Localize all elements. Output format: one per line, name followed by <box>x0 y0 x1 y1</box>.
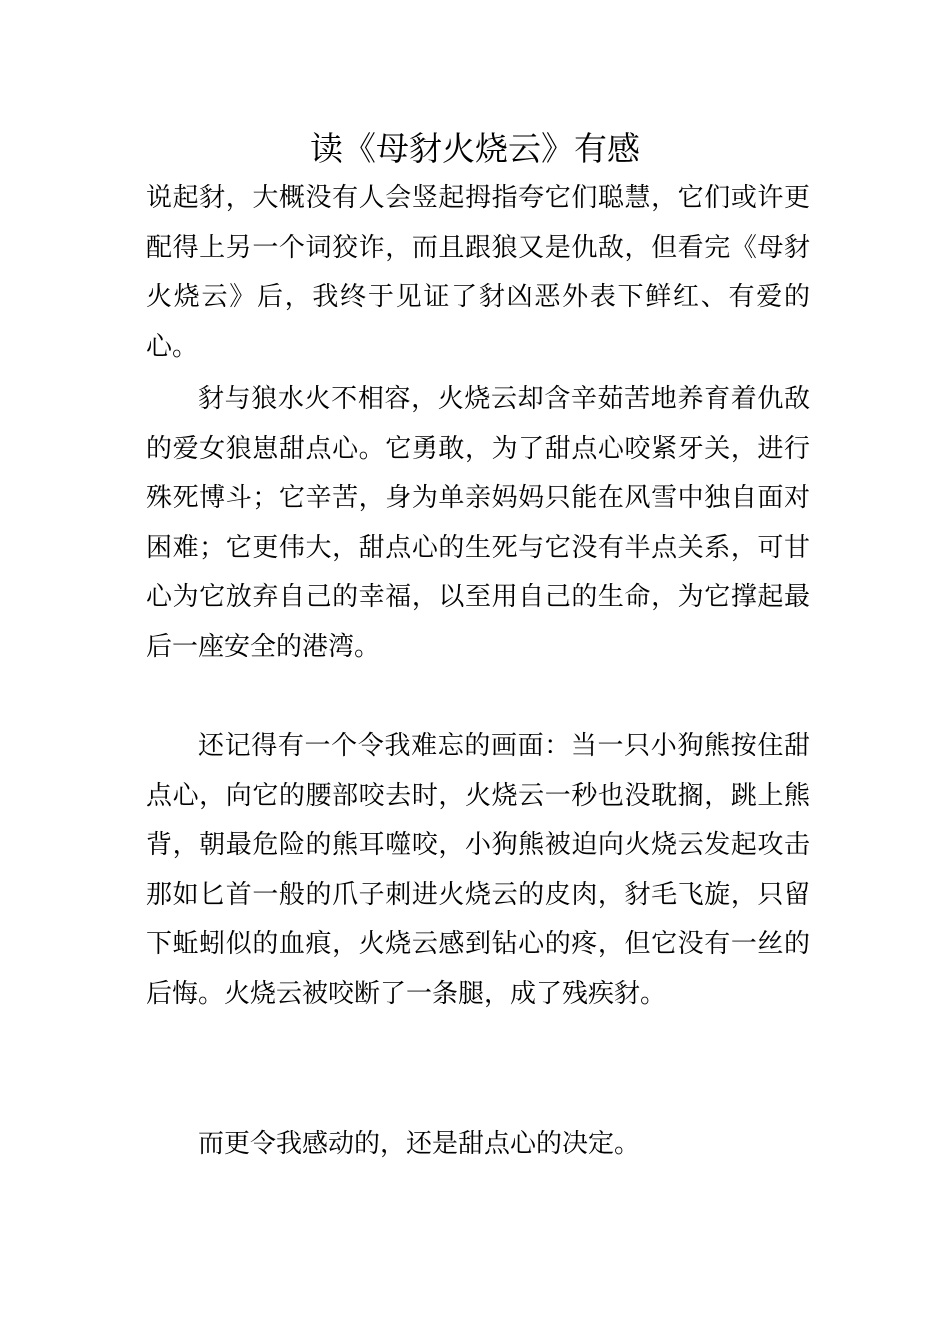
paragraph-intro: 说起豺，大概没有人会竖起拇指夸它们聪慧，它们或许更配得上另一个词狡诈，而且跟狼又是仇敌，但看完《母豺火烧云》后，我终于见证了豺凶恶外表下鲜红、有爱的心。 <box>146 183 810 362</box>
paragraph-body-3: 而更令我感动的，还是甜点心的决定。 <box>198 1129 641 1159</box>
paragraph-body-1: 豺与狼水火不相容，火烧云却含辛茹苦地养育着仇敌的爱女狼崽甜点心。它勇敢，为了甜点心咬紧牙关，进行殊死博斗；它辛苦，身为单亲妈妈只能在风雪中独自面对困难；它更伟大，甜点心的生死与它没有半点关系，可甘心为它放弃自己的幸福，以至用自己的生命，为它撑起最后一座安全的港湾。 <box>146 384 810 662</box>
document-title: 读《母豺火烧云》有感 <box>310 129 640 168</box>
paragraph-body-2: 还记得有一个令我难忘的画面：当一只小狗熊按住甜点心，向它的腰部咬去时，火烧云一秒也没耽搁，跳上熊背，朝最危险的熊耳噬咬，小狗熊被迫向火烧云发起攻击那如匕首一般的爪子刺进火烧云的皮肉，豺毛飞旋，只留下蚯蚓似的血痕，火烧云感到钻心的疼，但它没有一丝的后悔。火烧云被咬断了一条腿，成了残疾豺。 <box>146 731 810 1009</box>
